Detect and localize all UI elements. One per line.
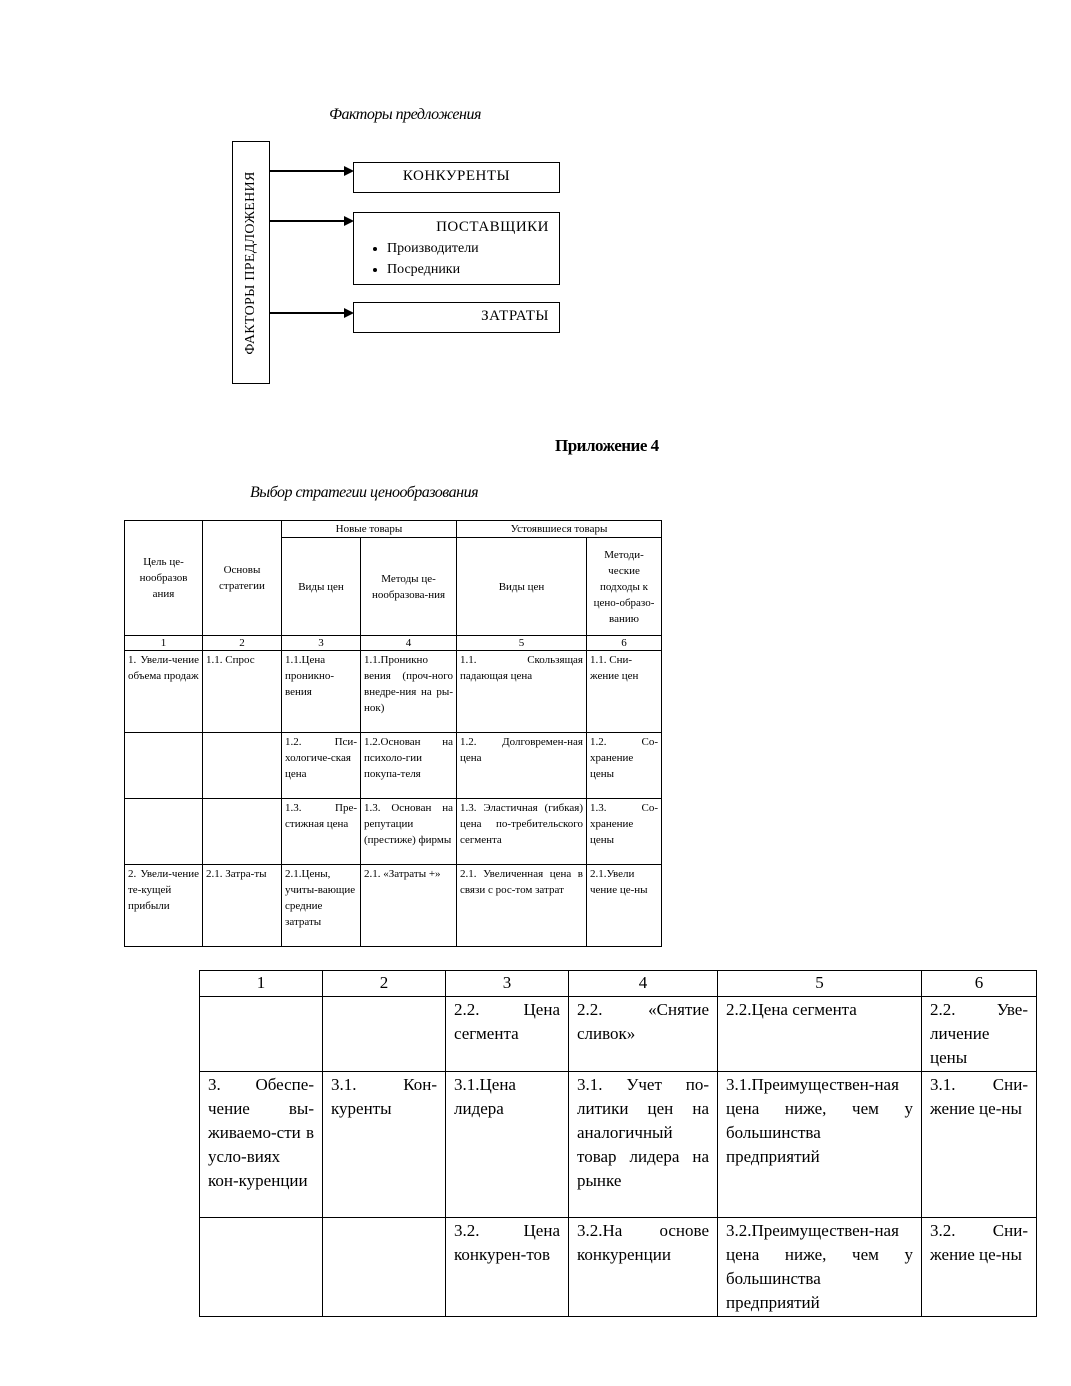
table-title: Выбор стратегии ценообразования bbox=[250, 484, 479, 501]
table-cell bbox=[200, 1218, 323, 1317]
table-row bbox=[200, 1218, 1037, 1317]
pricing-strategy-table bbox=[124, 520, 662, 947]
column-number: 5 bbox=[457, 636, 587, 651]
table-cell: 2.2. Уве-личение цены bbox=[922, 997, 1037, 1072]
table-cell: 1.1. Скользящая падающая цена bbox=[457, 651, 587, 733]
supplier-item: • Производители bbox=[387, 238, 559, 259]
header-established-goods: Устоявшиеся товары bbox=[457, 521, 662, 538]
diagram-title: Факторы предложения bbox=[329, 106, 481, 123]
box-costs bbox=[353, 302, 560, 333]
header-new-goods: Новые товары bbox=[282, 521, 457, 538]
table-cell: 3.1. Кон-куренты bbox=[323, 1072, 446, 1218]
table-cell bbox=[323, 1218, 446, 1317]
table-cell: 1.3. Эластичная (гибкая) цена по-требительского сегмента bbox=[457, 799, 587, 865]
table-cell: 1.3. Пре-стижная цена bbox=[282, 799, 361, 865]
header-methods-established: Методи-ческие подходы к цено-образо-ванию bbox=[587, 538, 662, 636]
table-cell: 1.2. Со-хранение цены bbox=[587, 733, 662, 799]
column-number: 1 bbox=[125, 636, 203, 651]
supplier-item: • Посредники bbox=[387, 259, 559, 280]
box-competitors bbox=[353, 162, 560, 193]
table-cell: 3. Обеспе-чение вы-живаемо-сти в усло-виях кон-куренции bbox=[200, 1072, 323, 1218]
table-cell: 2.1. Увеличенная цена в связи с рос-том затрат bbox=[457, 865, 587, 947]
column-number: 4 bbox=[361, 636, 457, 651]
header-methods-new: Методы це-нообразова-ния bbox=[361, 538, 457, 636]
table-row bbox=[200, 997, 1037, 1072]
column-number: 3 bbox=[282, 636, 361, 651]
table-cell: 1.1.Цена проникно-вения bbox=[282, 651, 361, 733]
column-number: 2 bbox=[323, 971, 446, 997]
column-number: 6 bbox=[587, 636, 662, 651]
table-cell bbox=[200, 997, 323, 1072]
table-cell: 1.3. Со-хранение цены bbox=[587, 799, 662, 865]
table-cell: 2.2. Цена сегмента bbox=[446, 997, 569, 1072]
table-cell: 1.2.Основан на психоло-гии покупа-теля bbox=[361, 733, 457, 799]
table-cell: 3.2. Цена конкурен-тов bbox=[446, 1218, 569, 1317]
box-suppliers bbox=[353, 212, 560, 285]
table-cell: 3.1.Цена лидера bbox=[446, 1072, 569, 1218]
box-costs-label: ЗАТРАТЫ bbox=[481, 308, 549, 324]
arrow-line-suppliers bbox=[270, 220, 344, 222]
table-cell bbox=[125, 733, 203, 799]
table-cell: 3.1.Преимуществен-ная цена ниже, чем у большинства предприятий bbox=[718, 1072, 922, 1218]
table-row bbox=[200, 1072, 1037, 1218]
table-cell bbox=[323, 997, 446, 1072]
box-competitors-label: КОНКУРЕНТЫ bbox=[402, 168, 511, 184]
table-number-row bbox=[200, 971, 1037, 997]
table-cell: 1.1.Проникно вения (проч-ного внедре-ния на ры-нок) bbox=[361, 651, 457, 733]
table-row bbox=[125, 799, 662, 865]
box-suppliers-label: ПОСТАВЩИКИ bbox=[436, 219, 549, 235]
header-price-types-new: Виды цен bbox=[282, 538, 361, 636]
arrow-line-costs bbox=[270, 312, 344, 314]
column-number: 4 bbox=[569, 971, 718, 997]
header-goal: Цель це-нообразов ания bbox=[125, 521, 203, 636]
table-cell: 3.1. Сни-жение це-ны bbox=[922, 1072, 1037, 1218]
table-header-row bbox=[125, 521, 662, 538]
column-number: 1 bbox=[200, 971, 323, 997]
table-number-row bbox=[125, 636, 662, 651]
table-cell: 2.2. «Снятие сливок» bbox=[569, 997, 718, 1072]
table-cell: 1.1. Сни-жение цен bbox=[587, 651, 662, 733]
table-cell: 2.2.Цена сегмента bbox=[718, 997, 922, 1072]
table-cell: 2.1.Увели чение це-ны bbox=[587, 865, 662, 947]
table-row bbox=[125, 733, 662, 799]
table-cell bbox=[203, 733, 282, 799]
header-price-types-established: Виды цен bbox=[457, 538, 587, 636]
table-cell: 3.1. Учет по-литики цен на аналогичный товар лидера на рынке bbox=[569, 1072, 718, 1218]
table-cell: 1. Увели-чение объема продаж bbox=[125, 651, 203, 733]
table-cell: 2.1.Цены, учиты-вающие средние затраты bbox=[282, 865, 361, 947]
table-cell: 2.1. Затра-ты bbox=[203, 865, 282, 947]
table-cell: 3.2. Сни-жение це-ны bbox=[922, 1218, 1037, 1317]
arrow-line-competitors bbox=[270, 170, 344, 172]
column-number: 5 bbox=[718, 971, 922, 997]
table-cell: 3.2.На основе конкуренции bbox=[569, 1218, 718, 1317]
table-row bbox=[125, 651, 662, 733]
table-cell: 1.3. Основан на репутации (престиже) фирмы bbox=[361, 799, 457, 865]
pricing-strategy-table-continued bbox=[199, 970, 1037, 1317]
column-number: 6 bbox=[922, 971, 1037, 997]
column-number: 2 bbox=[203, 636, 282, 651]
table-row bbox=[125, 865, 662, 947]
supply-factors-label: ФАКТОРЫ ПРЕДЛОЖЕНИЯ bbox=[243, 170, 258, 355]
table-cell: 1.2. Долговремен-ная цена bbox=[457, 733, 587, 799]
table-cell bbox=[203, 799, 282, 865]
header-basis: Основы стратегии bbox=[203, 521, 282, 636]
suppliers-list bbox=[354, 238, 559, 280]
table-cell: 1.2. Пси-хологиче-ская цена bbox=[282, 733, 361, 799]
table-cell: 2.1. «Затраты +» bbox=[361, 865, 457, 947]
table-cell: 1.1. Спрос bbox=[203, 651, 282, 733]
table-cell: 2. Увели-чение те-кущей прибыли bbox=[125, 865, 203, 947]
table-cell: 3.2.Преимуществен-ная цена ниже, чем у большинства предприятий bbox=[718, 1218, 922, 1317]
appendix-label: Приложение 4 bbox=[555, 436, 659, 455]
column-number: 3 bbox=[446, 971, 569, 997]
table-cell bbox=[125, 799, 203, 865]
supply-factors-box bbox=[232, 141, 270, 384]
